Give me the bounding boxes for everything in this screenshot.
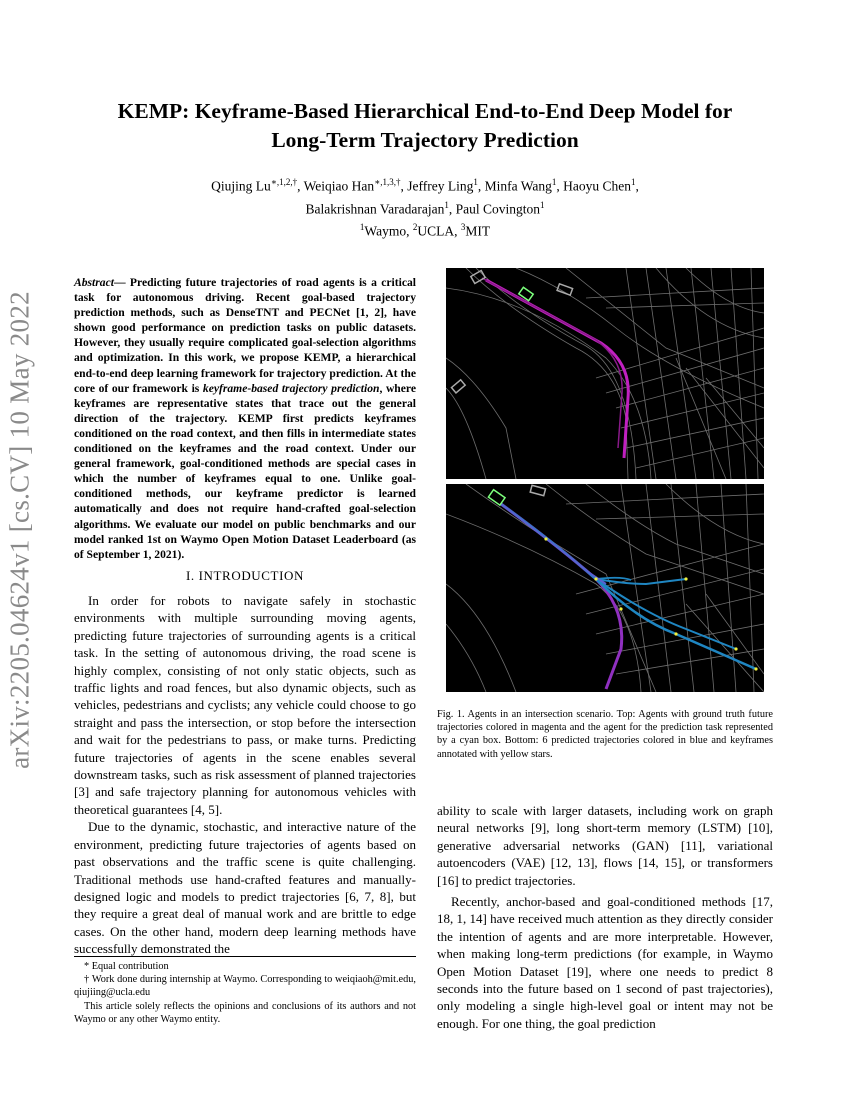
arxiv-id-text: arXiv:2205.04624v1 [cs.CV] 10 May 2022 [4, 291, 35, 769]
author-affiliation-mark: 1 [444, 199, 449, 210]
section-heading-introduction: I. INTRODUCTION [185, 568, 305, 583]
intro-paragraph-2: Due to the dynamic, stochastic, and interactive nature of the environment, predicting future trajectories of agents based on past observations and the traffic scene is quite challenging. Traditional methods use hand-crafted features and manually-designed logic and models to predict trajectories [6, 7, 8], but they require a great deal of manual work and are brittle to edge cases. On the other hand, modern deep learning methods have successfully demonstrated the [74, 819, 416, 957]
author-name: , Weiqiao Han [297, 178, 375, 194]
author-name: , Jeffrey Ling [400, 178, 474, 194]
keyframe-star [619, 607, 622, 610]
abstract-label: Abstract [74, 276, 114, 289]
affiliation-mark: 1 [359, 222, 365, 232]
intro-paragraph-1: In order for robots to navigate safely in stochastic environments with multiple surrounding moving agents, predicting future trajectories of surrounding agents is a critical task. In the setting of autonomous driving, the road scene is highly complex, consisting of not only static objects, such as traffic lights and road fences, but also dynamic objects, such as vehicles, pedestrians and cyclists; any vehicle could choose to go straight and pass the intersection, or stop before the intersection and wait for the pedestrians to pass, or make turns. Predicting future trajectories of agents in the scene enables several downstream tasks, such as risk assessment of planned trajectories [3] and safe trajectory planning for autonomous vehicles with theoretical guarantees [4, 5]. [74, 593, 416, 817]
keyframe-star [594, 577, 597, 580]
abstract [74, 275, 416, 562]
footnote-equal-contribution: * Equal contribution [84, 961, 169, 972]
author-affiliation-mark: 1 [539, 199, 545, 210]
figure-1-top-panel [446, 268, 764, 479]
figure-1-caption: Fig. 1. Agents in an intersection scenario. Top: Agents with ground truth future trajectories colored in magenta and the agent for the prediction task represented by a cyan box. Bottom: 6 predicted trajectories colored in blue and keyframes annotated with yellow stars. [437, 709, 773, 760]
author-name: Qiujing Lu [211, 178, 271, 194]
figure-1-bottom-panel [446, 484, 764, 692]
affiliation-name: UCLA, [417, 223, 461, 239]
arxiv-identifier-stamp [0, 0, 40, 1100]
author-line-1 [60, 173, 790, 196]
abstract-emphasis: keyframe-based trajectory prediction [202, 381, 380, 395]
abstract-text-1: Predicting future trajectories of road agents is a critical task for autonomous driving. Recent goal-based trajectory prediction methods, such as DenseTNT and PECNet [1, 2], have shown good performance on prediction tasks on public datasets. However, they usually require complicated goal-selection algorithms and optimization. In this work, we propose KEMP, a hierarchical end-to-end deep learning framework for trajectory prediction. At the core of our framework is [74, 276, 416, 395]
author-affiliation-mark: 1 [631, 177, 636, 187]
keyframe-star [754, 667, 757, 670]
right-paragraph-2: Recently, anchor-based and goal-conditioned methods [17, 18, 1, 14] have received much attention as they directly consider the intention of agents and are more interpretable. However, when making long-term predictions (for example, in Waymo Open Motion Dataset [19], where one needs to predict 8 seconds into the future based on 1 second of past trajectories), only modeling a single high-level goal or intent may not be enough. For one thing, the goal prediction [437, 894, 773, 1031]
author-name: , Paul Covington [448, 201, 540, 216]
author-name: Balakrishnan Varadarajan [305, 201, 445, 216]
keyframe-star [734, 647, 737, 650]
abstract-text-2: , where keyframes are representative states that trace out the general direction of the trajectory. KEMP first predicts keyframes conditioned on the road context, and then fills in intermediate states conditioned on the keyframes and the road context. Under our general framework, goal-conditioned methods are special cases in which the number of keyframes equal to one. Unlike goal-conditioned methods, our keyframe predictor is learned automatically and does not require hand-crafted goal-selection algorithms. We evaluate our model on public benchmarks and our model ranked 1st on Waymo Open Motion Dataset Leaderboard (as of September 1, 2021). [74, 381, 416, 561]
title-line-1: KEMP: Keyframe-Based Hierarchical End-to-End Deep Model for [117, 99, 733, 123]
intersection-scene-predictions [446, 484, 764, 692]
right-column-body [437, 802, 773, 1032]
affiliation-name: MIT [465, 223, 491, 239]
introduction-body [74, 592, 416, 958]
affiliation-mark: 2 [412, 222, 418, 232]
footnote-internship: † Work done during internship at Waymo. Corresponding to weiqiaoh@mit.edu, qiujiing@ucla.edu [74, 974, 416, 999]
author-name: , Haoyu Chen [556, 178, 632, 194]
keyframe-star [684, 577, 687, 580]
author-block [60, 173, 790, 241]
keyframe-star [544, 537, 547, 540]
author-line-2 [60, 196, 790, 219]
author-affiliation-mark: 1 [551, 177, 557, 187]
author-affiliation-mark: ∗,1,3,† [374, 177, 401, 187]
intersection-scene-ground-truth [446, 268, 764, 479]
affiliation-line [60, 218, 790, 241]
keyframe-star [674, 632, 677, 635]
footnote-disclaimer: This article solely reflects the opinions and conclusions of its authors and not Waymo or any other Waymo entity. [74, 1000, 416, 1025]
author-name: , Minfa Wang [477, 178, 552, 194]
affiliation-mark: 3 [460, 222, 466, 232]
paper-title [60, 97, 790, 155]
right-paragraph-1: ability to scale with larger datasets, including work on graph neural networks [9], long short-term memory (LSTM) [10], generative adversarial networks (GAN) [11], variational autoencoders (VAE) [12, 13], flows [14, 15], or transformers [16] to predict trajectories. [437, 803, 773, 888]
author-affiliation-mark: 1 [473, 177, 478, 187]
affiliation-name: Waymo, [364, 223, 413, 239]
abstract-dash: — [113, 276, 130, 289]
title-line-2: Long-Term Trajectory Prediction [271, 128, 579, 152]
author-affiliation-mark: ∗,1,2,† [270, 177, 298, 187]
author-separator: , [635, 178, 639, 194]
footnotes [74, 956, 416, 1026]
